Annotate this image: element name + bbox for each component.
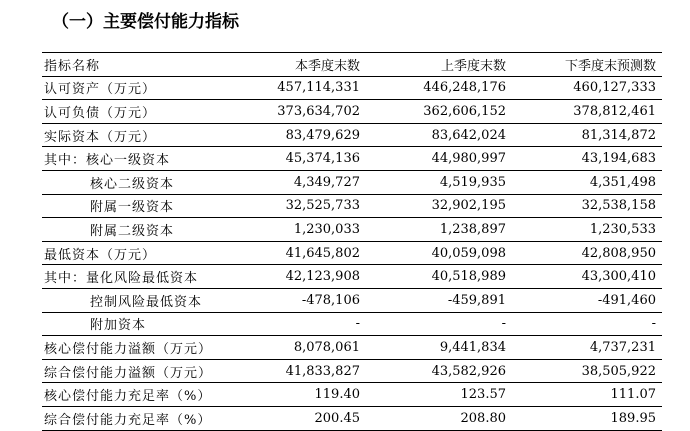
current-value: 83,479,629	[220, 123, 366, 147]
forecast-value: 111.07	[512, 383, 662, 407]
table-row	[42, 170, 662, 194]
section-title: （一）主要偿付能力指标	[52, 12, 239, 32]
previous-value: 446,248,176	[366, 76, 512, 100]
header-next-quarter-forecast: 下季度末预测数	[512, 53, 662, 77]
row-label: 其中：量化风险最低资本	[42, 265, 220, 289]
solvency-indicators-table	[42, 52, 662, 431]
previous-value: 362,606,152	[366, 100, 512, 124]
previous-value: 40,059,098	[366, 241, 512, 265]
row-label: 核心偿付能力充足率（%）	[42, 383, 220, 407]
current-value: 45,374,136	[220, 147, 366, 171]
table-row	[42, 123, 662, 147]
current-value: 1,230,033	[220, 218, 366, 242]
table-row	[42, 406, 662, 430]
row-label: 核心二级资本	[42, 170, 220, 194]
previous-value: 4,519,935	[366, 170, 512, 194]
current-value: 4,349,727	[220, 170, 366, 194]
row-label: 认可负债（万元）	[42, 100, 220, 124]
row-label: 附加资本	[42, 312, 220, 336]
current-value: 457,114,331	[220, 76, 366, 100]
table-row	[42, 383, 662, 407]
forecast-value: -	[512, 312, 662, 336]
current-value: 41,645,802	[220, 241, 366, 265]
forecast-value: 1,230,533	[512, 218, 662, 242]
current-value: 41,833,827	[220, 359, 366, 383]
forecast-value: 4,351,498	[512, 170, 662, 194]
previous-value: 83,642,024	[366, 123, 512, 147]
row-label: 综合偿付能力溢额（万元）	[42, 359, 220, 383]
table-row	[42, 359, 662, 383]
previous-value: -459,891	[366, 288, 512, 312]
current-value: -478,106	[220, 288, 366, 312]
table-row	[42, 76, 662, 100]
table-row	[42, 288, 662, 312]
forecast-value: 32,538,158	[512, 194, 662, 218]
current-value: 8,078,061	[220, 336, 366, 360]
previous-value: 9,441,834	[366, 336, 512, 360]
previous-value: 43,582,926	[366, 359, 512, 383]
row-label: 附属一级资本	[42, 194, 220, 218]
forecast-value: 43,300,410	[512, 265, 662, 289]
table-row	[42, 194, 662, 218]
table-row	[42, 100, 662, 124]
table-row	[42, 241, 662, 265]
previous-value: 44,980,997	[366, 147, 512, 171]
table-row	[42, 218, 662, 242]
previous-value: 32,902,195	[366, 194, 512, 218]
header-indicator-name: 指标名称	[42, 53, 220, 77]
row-label: 综合偿付能力充足率（%）	[42, 406, 220, 430]
row-label: 认可资产（万元）	[42, 76, 220, 100]
forecast-value: 42,808,950	[512, 241, 662, 265]
forecast-value: -491,460	[512, 288, 662, 312]
table-row	[42, 265, 662, 289]
table-row	[42, 336, 662, 360]
row-label: 核心偿付能力溢额（万元）	[42, 336, 220, 360]
table-row	[42, 147, 662, 171]
previous-value: -	[366, 312, 512, 336]
previous-value: 123.57	[366, 383, 512, 407]
current-value: 32,525,733	[220, 194, 366, 218]
header-current-quarter: 本季度末数	[220, 53, 366, 77]
forecast-value: 81,314,872	[512, 123, 662, 147]
current-value: -	[220, 312, 366, 336]
forecast-value: 189.95	[512, 406, 662, 430]
previous-value: 1,238,897	[366, 218, 512, 242]
current-value: 119.40	[220, 383, 366, 407]
current-value: 200.45	[220, 406, 366, 430]
current-value: 373,634,702	[220, 100, 366, 124]
previous-value: 208.80	[366, 406, 512, 430]
row-label: 其中：核心一级资本	[42, 147, 220, 171]
header-previous-quarter: 上季度末数	[366, 53, 512, 77]
forecast-value: 43,194,683	[512, 147, 662, 171]
table-header-row	[42, 53, 662, 77]
current-value: 42,123,908	[220, 265, 366, 289]
previous-value: 40,518,989	[366, 265, 512, 289]
row-label: 控制风险最低资本	[42, 288, 220, 312]
forecast-value: 38,505,922	[512, 359, 662, 383]
table-row	[42, 312, 662, 336]
forecast-value: 460,127,333	[512, 76, 662, 100]
forecast-value: 4,737,231	[512, 336, 662, 360]
row-label: 最低资本（万元）	[42, 241, 220, 265]
row-label: 实际资本（万元）	[42, 123, 220, 147]
row-label: 附属二级资本	[42, 218, 220, 242]
forecast-value: 378,812,461	[512, 100, 662, 124]
